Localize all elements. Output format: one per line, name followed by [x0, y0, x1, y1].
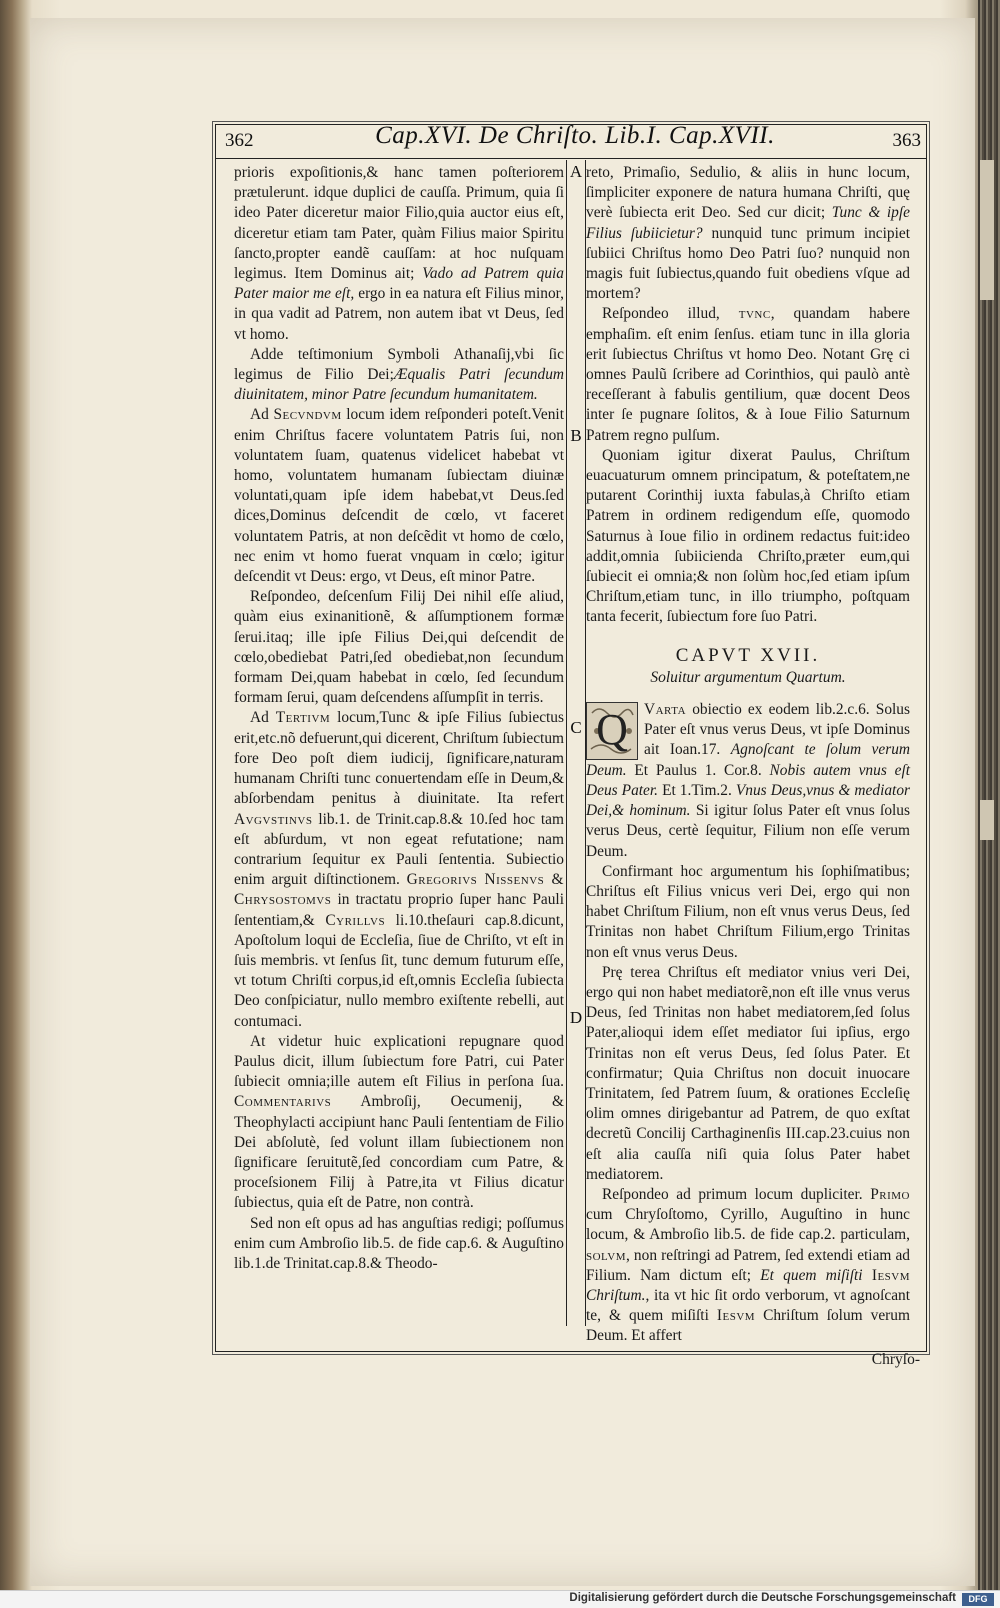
footer-bar — [0, 1590, 1000, 1608]
paragraph: Reſpondeo ad primum locum dupliciter. Primo cum Chryſoſtomo, Cyrillo, Auguſtino in hunc locum, & Ambroſio lib.5. de fide cap.2. particulam, solvm, non reſtringi ad Patrem, ſed extendi etiam ad Filium. Nam dictum eſt; Et quem miſiſti Iesvm Chriſtum., ita vt hic ſit ordo verborum, vt agnoſcant te, & quem miſiſti Iesvm Chriſtum ſolum verum Deum. Et affert — [586, 1185, 910, 1345]
margin-letter-d: D — [569, 1008, 583, 1027]
running-title: Cap.XVI. De Chriſto. Lib.I. Cap.XVII. — [375, 122, 775, 149]
page-number-left: 362 — [225, 130, 254, 151]
paragraph: prioris expoſitionis,& hanc tamen poſteriorem prætulerunt. idque duplici de cauſſa. Primum, quia ſi ideo Pater diceretur maior Filio,quia auctor eius eſt, diceretur etiam tam Pater, quàm Filius maior Spiritu ſancto,propter eandẽ cauſſam: at hoc nuſquam legimus. Item Dominus ait; Vado ad Patrem quia Pater maior me eſt, ergo in ea natura eſt Filius minor, in qua vadit ad Patrem, non autem ibat vt Deus, ſed vt homo. — [234, 164, 564, 343]
paragraph: reto, Primaſio, Sedulio, & aliis in hunc locum, ſimpliciter exponere de natura humana Chriſti, quę verè ſubiecta erit Deo. Sed cur dicit; Tunc & ipſe Filius ſubiicietur? nunquid tunc primum incipiet ſubiici Chriſtus homo Deo Patri ſuo? nunquid non magis fuit ſubiectus,quando fuit obediens vſque ad mortem? — [586, 164, 910, 303]
paragraph: Reſpondeo illud, tvnc, quandam habere emphaſim. eſt enim ſenſus. etiam tunc in illa gloria erit ſubiectus Chriſtus vt homo Deo. Notant Grę ci omnes Paulũ ſcribere ad Corinthios, qui paulò antè receſſerant à fabulis gentilium, quæ docent Deos inter ſe pugnare ſolitos, & à Ioue Filio Saturnum Patrem regno pulſum. — [586, 305, 910, 444]
right-column — [586, 163, 910, 1347]
paragraph: Sed non eſt opus ad has anguſtias redigi; poſſumus enim cum Ambroſio lib.5. de fide cap.6. & Auguſtino lib.1.de Trinitat.cap.8.& Theodo- — [234, 1214, 564, 1272]
page-number-right: 363 — [892, 130, 921, 151]
margin-letter-a: A — [569, 162, 583, 181]
left-column — [234, 163, 564, 1274]
paragraph: Prę terea Chriſtus eſt mediator vnius veri Dei, ergo qui non habet mediatorẽ,non eſt ille vnus verus Deus, ſed Trinitas non habet mediatorem,ſed ſolus Pater,alioqui idem eſſet mediator ſui ipſius, ergo Trinitas non eſt verus Deus, ſed ſolus Pater. Et confirmatur; Quia Chriſtus non docuit inuocare Trinitatem, ſed Patrem ſuum, & orationes Eccleſię olim omnes dirigebantur ad Patrem, de quo exſtat decretũ Concilij Carthaginenſis III.cap.23.cuius non eſt alia cauſſa niſi quia ſolus Pater habet mediatorem. — [586, 963, 910, 1183]
margin-letter-b: B — [568, 426, 584, 446]
page-tab — [980, 800, 994, 840]
paragraph: Q Varta obiectio ex eodem lib.2.c.6. Solus Pater eſt vnus verus Deus, vt ipſe Dominus ait Ioan.17. Agnoſcant te ſolum verum Deum. Et Paulus 1. Cor.8. Nobis autem vnus eſt Deus Pater. Et 1.Tim.2. Vnus Deus,vnus & mediator Dei,& hominum. Si igitur ſolus Pater eſt vnus ſolus verus Deus, certè ſequitur, Filium non eſſe verum Deum. — [586, 701, 911, 860]
initial-letter: Q — [596, 705, 628, 755]
paragraph: Reſpondeo, deſcenſum Filij Dei nihil eſſe aliud, quàm eius exinanitionẽ, & aſſumptionem formæ ſerui.itaq; ille ipſe Filius Dei,qui deſcendit de cœlo,obediebat Patri,ſed obediebat,non ſecundum formam Dei,quam habebat in cœlo, ſed ſecundum formam ſerui, quam deſcendens aſſumpſit in terris. — [234, 588, 564, 707]
chapter-title: CAPVT XVII. — [675, 644, 821, 666]
decorated-initial — [586, 702, 638, 760]
margin-letter-c: C — [568, 718, 584, 738]
funding-notice: Digitalisierung gefördert durch die Deutsche Forschungsgemeinschaft — [569, 1592, 956, 1604]
dfg-logo[interactable]: DFG — [962, 1593, 994, 1606]
paragraph: Ad Secvndvm locum idem reſponderi poteſt.Venit enim Chriſtus facere voluntatem Patris ſui, non voluntatem ſuam, quatenus videlicet habebat vt homo, voluntatem humanam ſubiectam diuinæ voluntati,quam ipſe idem habebat,vt Deus.ſed dices,Dominus deſcendit de cœlo, vt faceret voluntatem Patris, at non deſcẽdit vt homo de cœlo, nec enim vt homo fuerat vnquam in cœlo; igitur deſcendit vt Deus: ergo, vt Deus, eſt minor Patre. — [234, 406, 564, 586]
paragraph: At videtur huic explicationi repugnare quod Paulus dicit, illum ſubiectum fore Patri, cui Pater ſubiecit omnia;ille autem eſt Filius in perſona ſua. Commentarivs Ambroſij, Oecumenij, & Theophylacti accipiunt hanc Pauli ſententiam de Filio Dei abſolutè, ſed volunt illam ſubiectionem non ſignificare ſeruitutẽ,ſed concordiam cum Patre, & proceſsionem Filij à Patre,ita vt Filius dicatur ſubiectus, quia eſt de Patre, non contrà. — [234, 1032, 564, 1212]
paragraph: Ad Tertivm locum,Tunc & ipſe Filius ſubiectus erit,etc.nõ defuerunt,qui dicerent, Chriſtum ſubiectum fore Deo poſt diem iudicij, ſignificare,naturam humanam Chriſti tunc conuertendam eſſe in Deum,& abſorbendam penitus à diuinitate. Ita refert Avgvstinvs lib.1. de Trinit.cap.8.& 10.ſed hoc tam eſt abſurdum, vt non egeat refutatione; nam contrarium ſequitur ex Pauli ſententia. Subiectio enim arguit diſtinctionem. Gregorivs Nissenvs & Chrysostomvs in tractatu proprio ſuper hanc Pauli ſententiam,& Cyrillvs li.10.theſauri cap.8.dicunt, Apoſtolum loqui de Eccleſia, ſiue de Chriſto, vt eſt in ſuis membris. vt ſenſus ſit, tunc demum futurum eſſe, vt totum Chriſti corpus,id eſt,omnis Eccleſia ſubiecta Deo conſpiciatur, nullo membro exiſtente rebelli, aut contumaci. — [234, 709, 565, 1030]
chapter-subtitle: Soluitur argumentum Quartum. — [650, 668, 846, 686]
header-rule — [215, 158, 927, 159]
paragraph: Quoniam igitur dixerat Paulus, Chriſtum euacuaturum omnem principatum, & poteſtatem,ne putarent Corinthij iuxta fabulas,à Chriſto etiam Patrem in ordinem redigendum eſſe, quomodo Saturnus à Ioue filio in ordinem redactus fuit:ideo addit,omnia ſubiicienda Chriſto,præter eum,qui ſubiecit ei omnia;& non ſolùm hoc,ſed etiam ipſum Chriſtum,etiam tunc, in illo triumpho, poſtquam tanta fecerit, ſubiectum fore ſuo Patri. — [586, 446, 910, 626]
paragraph: Confirmant hoc argumentum his ſophiſmatibus; Chriſtus eſt Filius vnicus veri Dei, ergo qui non habet Chriſtum Filium, non eſt vnus verus Deus, ſed Trinitas non habet Chriſtum Filium,ergo Trinitas non eſt vnus verus Deus. — [586, 862, 910, 961]
page-tab — [980, 160, 994, 300]
column-gutter — [566, 160, 586, 1326]
running-head — [215, 122, 927, 158]
catchword: Chryſo- — [871, 1351, 920, 1368]
paragraph: Adde teſtimonium Symboli Athanaſij,vbi ſic legimus de Filio Dei;Æqualis Patri ſecundum diuinitatem, minor Patre ſecundum humanitatem. — [234, 345, 565, 404]
